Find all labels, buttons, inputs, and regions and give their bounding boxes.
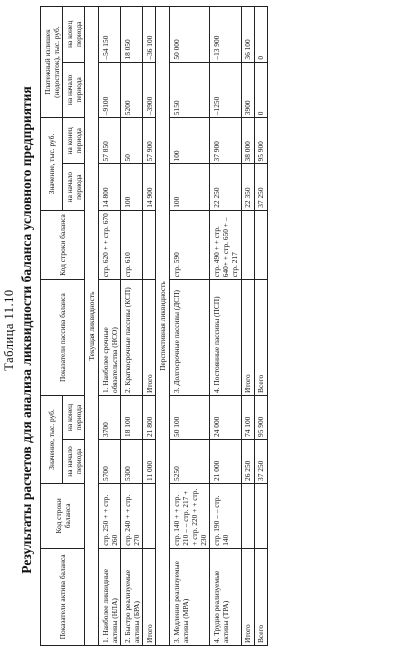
total-row (241, 7, 254, 646)
value-end: 95 900 (254, 395, 267, 439)
value-end: 50 100 (170, 395, 210, 439)
table-title: Результаты расчетов для анализа ликвидности баланса условного предприятия (19, 86, 34, 574)
liab-cell: Итого (241, 280, 254, 396)
asset-cell: Итого (241, 548, 254, 645)
value-end: 100 (170, 118, 210, 164)
header-surplus: Платежный излишек (недостаток), тыс. руб. (41, 7, 63, 118)
header-start3: на начало периода (63, 62, 85, 118)
value-start: 37 250 (254, 164, 267, 210)
surplus-start: –3900 (143, 62, 156, 118)
value-end: 38 000 (241, 118, 254, 164)
surplus-end: 18 050 (121, 7, 143, 63)
surplus-end: –36 100 (143, 7, 156, 63)
value-end: 3700 (99, 395, 121, 439)
code-cell: стр. 590 (170, 210, 210, 279)
table-row (210, 7, 241, 646)
code-cell (254, 483, 267, 548)
value-start: 5250 (170, 439, 210, 483)
code-cell (241, 210, 254, 279)
header-liab-code: Код строки баланса (41, 210, 85, 279)
asset-cell: 3. Медленно реализуемые активы (МРА) (170, 548, 210, 645)
value-start: 14 800 (99, 164, 121, 210)
header-end3: на конец периода (63, 7, 85, 63)
surplus-end: 50 000 (170, 7, 210, 63)
value-end: 74 100 (241, 395, 254, 439)
table-number: Таблица 11.10 (2, 289, 16, 371)
header-start: на начало периода (63, 439, 85, 483)
value-end: 21 800 (143, 395, 156, 439)
code-cell: стр. 610 (121, 210, 143, 279)
value-end: 18 100 (121, 395, 143, 439)
code-cell: стр. 140 + + стр. 210 – – стр. 217 + + стр. 220 + + стр. 230 (170, 483, 210, 548)
liab-cell: 4. Постоянные пассивы (ПСП) (210, 280, 241, 396)
header-asset-value: Значение, тыс. руб. (41, 395, 63, 483)
table-row (99, 7, 121, 646)
liab-cell: 3. Долгосрочные пассивы (ДСП) (170, 280, 210, 396)
liab-cell: Всего (254, 280, 267, 396)
header-start2: на начало периода (63, 164, 85, 210)
code-cell: стр. 190 – – стр. 140 (210, 483, 241, 548)
asset-cell: 2. Быстро реализуемые активы (БРА) (121, 548, 143, 645)
value-start: 14 900 (143, 164, 156, 210)
surplus-end: –54 150 (99, 7, 121, 63)
header-end: на конец периода (63, 395, 85, 439)
header-asset-code: Код строки баланса (41, 483, 85, 548)
value-start: 22 350 (241, 164, 254, 210)
value-end: 24 000 (210, 395, 241, 439)
value-start: 5300 (121, 439, 143, 483)
liab-cell: 2. Краткосрочные пассивы (КСП) (121, 280, 143, 396)
header-liab-value: Значение, тыс. руб. (41, 118, 63, 211)
liab-cell: Итого (143, 280, 156, 396)
grand-total-row (254, 7, 267, 646)
surplus-end: 0 (254, 7, 267, 63)
value-start: 22 250 (210, 164, 241, 210)
value-end: 37 900 (210, 118, 241, 164)
table-row (121, 7, 143, 646)
value-start: 21 000 (210, 439, 241, 483)
value-start: 37 250 (254, 439, 267, 483)
asset-cell: Всего (254, 548, 267, 645)
code-cell (143, 483, 156, 548)
code-cell (254, 210, 267, 279)
surplus-start: 3900 (241, 62, 254, 118)
value-start: 100 (170, 164, 210, 210)
asset-cell: 4. Трудно реализуемые активы (ТРА) (210, 548, 241, 645)
surplus-start: –9100 (99, 62, 121, 118)
surplus-end: –13 900 (210, 7, 241, 63)
section-prospective: Перспективная ликвидность (156, 7, 170, 646)
header-row-1 (41, 7, 63, 646)
header-asset: Показатели актива баланса (41, 548, 85, 645)
section-row (156, 7, 170, 646)
code-cell: стр. 620 + + стр. 670 (99, 210, 121, 279)
surplus-end: 36 100 (241, 7, 254, 63)
value-start: 11 000 (143, 439, 156, 483)
asset-cell: Итого (143, 548, 156, 645)
header-end2: на конец периода (63, 118, 85, 164)
code-cell: стр. 250 + + стр. 260 (99, 483, 121, 548)
total-row (143, 7, 156, 646)
section-current: Текущая ликвидность (85, 7, 99, 646)
liab-cell: 1. Наиболее срочные обязательства (НСО) (99, 280, 121, 396)
liquidity-table (40, 6, 268, 646)
surplus-start: –1250 (210, 62, 241, 118)
value-start: 26 250 (241, 439, 254, 483)
value-end: 50 (121, 118, 143, 164)
header-liab: Показатели пассива баланса (41, 280, 85, 396)
section-row (85, 7, 99, 646)
asset-cell: 1. Наиболее ликвидные активы (НЛА) (99, 548, 121, 645)
surplus-start: 0 (254, 62, 267, 118)
code-cell (143, 210, 156, 279)
surplus-start: 5150 (170, 62, 210, 118)
value-start: 100 (121, 164, 143, 210)
surplus-start: 5200 (121, 62, 143, 118)
code-cell: стр. 240 + + стр. 270 (121, 483, 143, 548)
code-cell (241, 483, 254, 548)
value-end: 95 900 (254, 118, 267, 164)
code-cell: стр. 490 + + стр. 640+ + стр. 650 + – стр. 217 (210, 210, 241, 279)
value-end: 57 850 (99, 118, 121, 164)
value-end: 57 900 (143, 118, 156, 164)
value-start: 5700 (99, 439, 121, 483)
table-row (170, 7, 210, 646)
